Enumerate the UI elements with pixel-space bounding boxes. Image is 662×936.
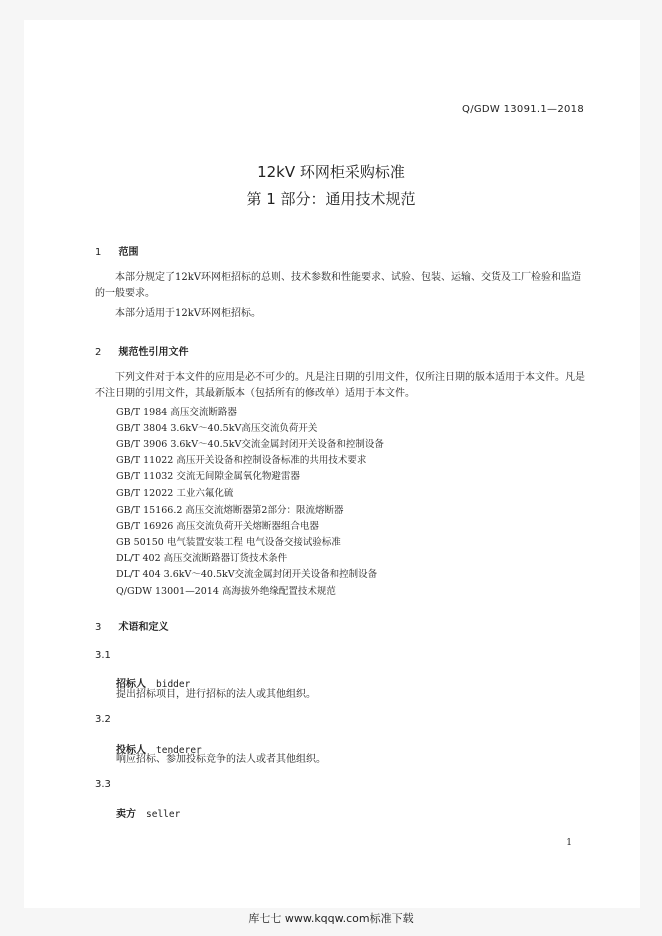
- section-number: 1: [95, 247, 102, 258]
- section-number: 3: [95, 622, 102, 633]
- term-definition: 提出招标项目，进行招标的法人或其他组织。: [116, 689, 316, 700]
- footer-watermark-link[interactable]: 库七七 www.kqqw.com标准下载: [248, 912, 414, 925]
- section-3-heading: [95, 615, 168, 634]
- term-number: 3.2: [95, 714, 111, 725]
- reference-item: GB/T 11022 高压开关设备和控制设备标准的共用技术要求: [116, 455, 367, 466]
- title-line-1: 12kV 环网柜采购标准: [257, 163, 405, 181]
- reference-item: GB 50150 电气装置安装工程 电气设备交接试验标准: [116, 537, 341, 548]
- term-number: 3.1: [95, 650, 111, 661]
- reference-item: Q/GDW 13001—2014 高海拔外绝缘配置技术规范: [116, 586, 336, 597]
- section-1-heading: [95, 240, 138, 259]
- reference-item: DL/T 404 3.6kV～40.5kV交流金属封闭开关设备和控制设备: [116, 569, 378, 580]
- section-title: 术语和定义: [118, 622, 169, 633]
- reference-item: GB/T 12022 工业六氟化硫: [116, 488, 234, 499]
- reference-item: GB/T 11032 交流无间隙金属氧化物避雷器: [116, 471, 300, 482]
- page-number: 1: [566, 838, 572, 848]
- document-number: Q/GDW 13091.1—2018: [462, 104, 584, 115]
- reference-item: GB/T 3906 3.6kV～40.5kV交流金属封闭开关设备和控制设备: [116, 439, 384, 450]
- term-definition: 响应招标、参加投标竞争的法人或者其他组织。: [116, 754, 326, 765]
- section-2-heading: [95, 340, 188, 359]
- reference-item: GB/T 3804 3.6kV～40.5kV高压交流负荷开关: [116, 423, 318, 434]
- reference-item: DL/T 402 高压交流断路器订货技术条件: [116, 553, 288, 564]
- scope-paragraph-1: 本部分规定了12kV环网柜招标的总则、技术参数和性能要求、试验、包装、运输、交货及工厂检验和监造的一般要求。: [95, 272, 582, 299]
- scope-paragraph-2: 本部分适用于12kV环网柜招标。: [115, 308, 262, 319]
- section-title: 范围: [118, 247, 139, 258]
- term-heading: 卖方 seller: [116, 809, 181, 820]
- term-heading: 招标人 bidder: [116, 679, 191, 690]
- section-title: 规范性引用文件: [118, 347, 189, 358]
- reference-item: GB/T 16926 高压交流负荷开关熔断器组合电器: [116, 521, 319, 532]
- reference-item: GB/T 1984 高压交流断路器: [116, 407, 237, 418]
- title-line-2: 第 1 部分：通用技术规范: [246, 190, 416, 208]
- section-number: 2: [95, 347, 102, 358]
- term-heading: 投标人 tenderer: [116, 745, 202, 756]
- references-intro: 下列文件对于本文件的应用是必不可少的。凡是注日期的引用文件，仅所注日期的版本适用于本文件。凡是不注日期的引用文件，其最新版本（包括所有的修改单）适用于本文件。: [95, 372, 585, 399]
- reference-item: GB/T 15166.2 高压交流熔断器第2部分：限流熔断器: [116, 505, 344, 516]
- term-number: 3.3: [95, 779, 111, 790]
